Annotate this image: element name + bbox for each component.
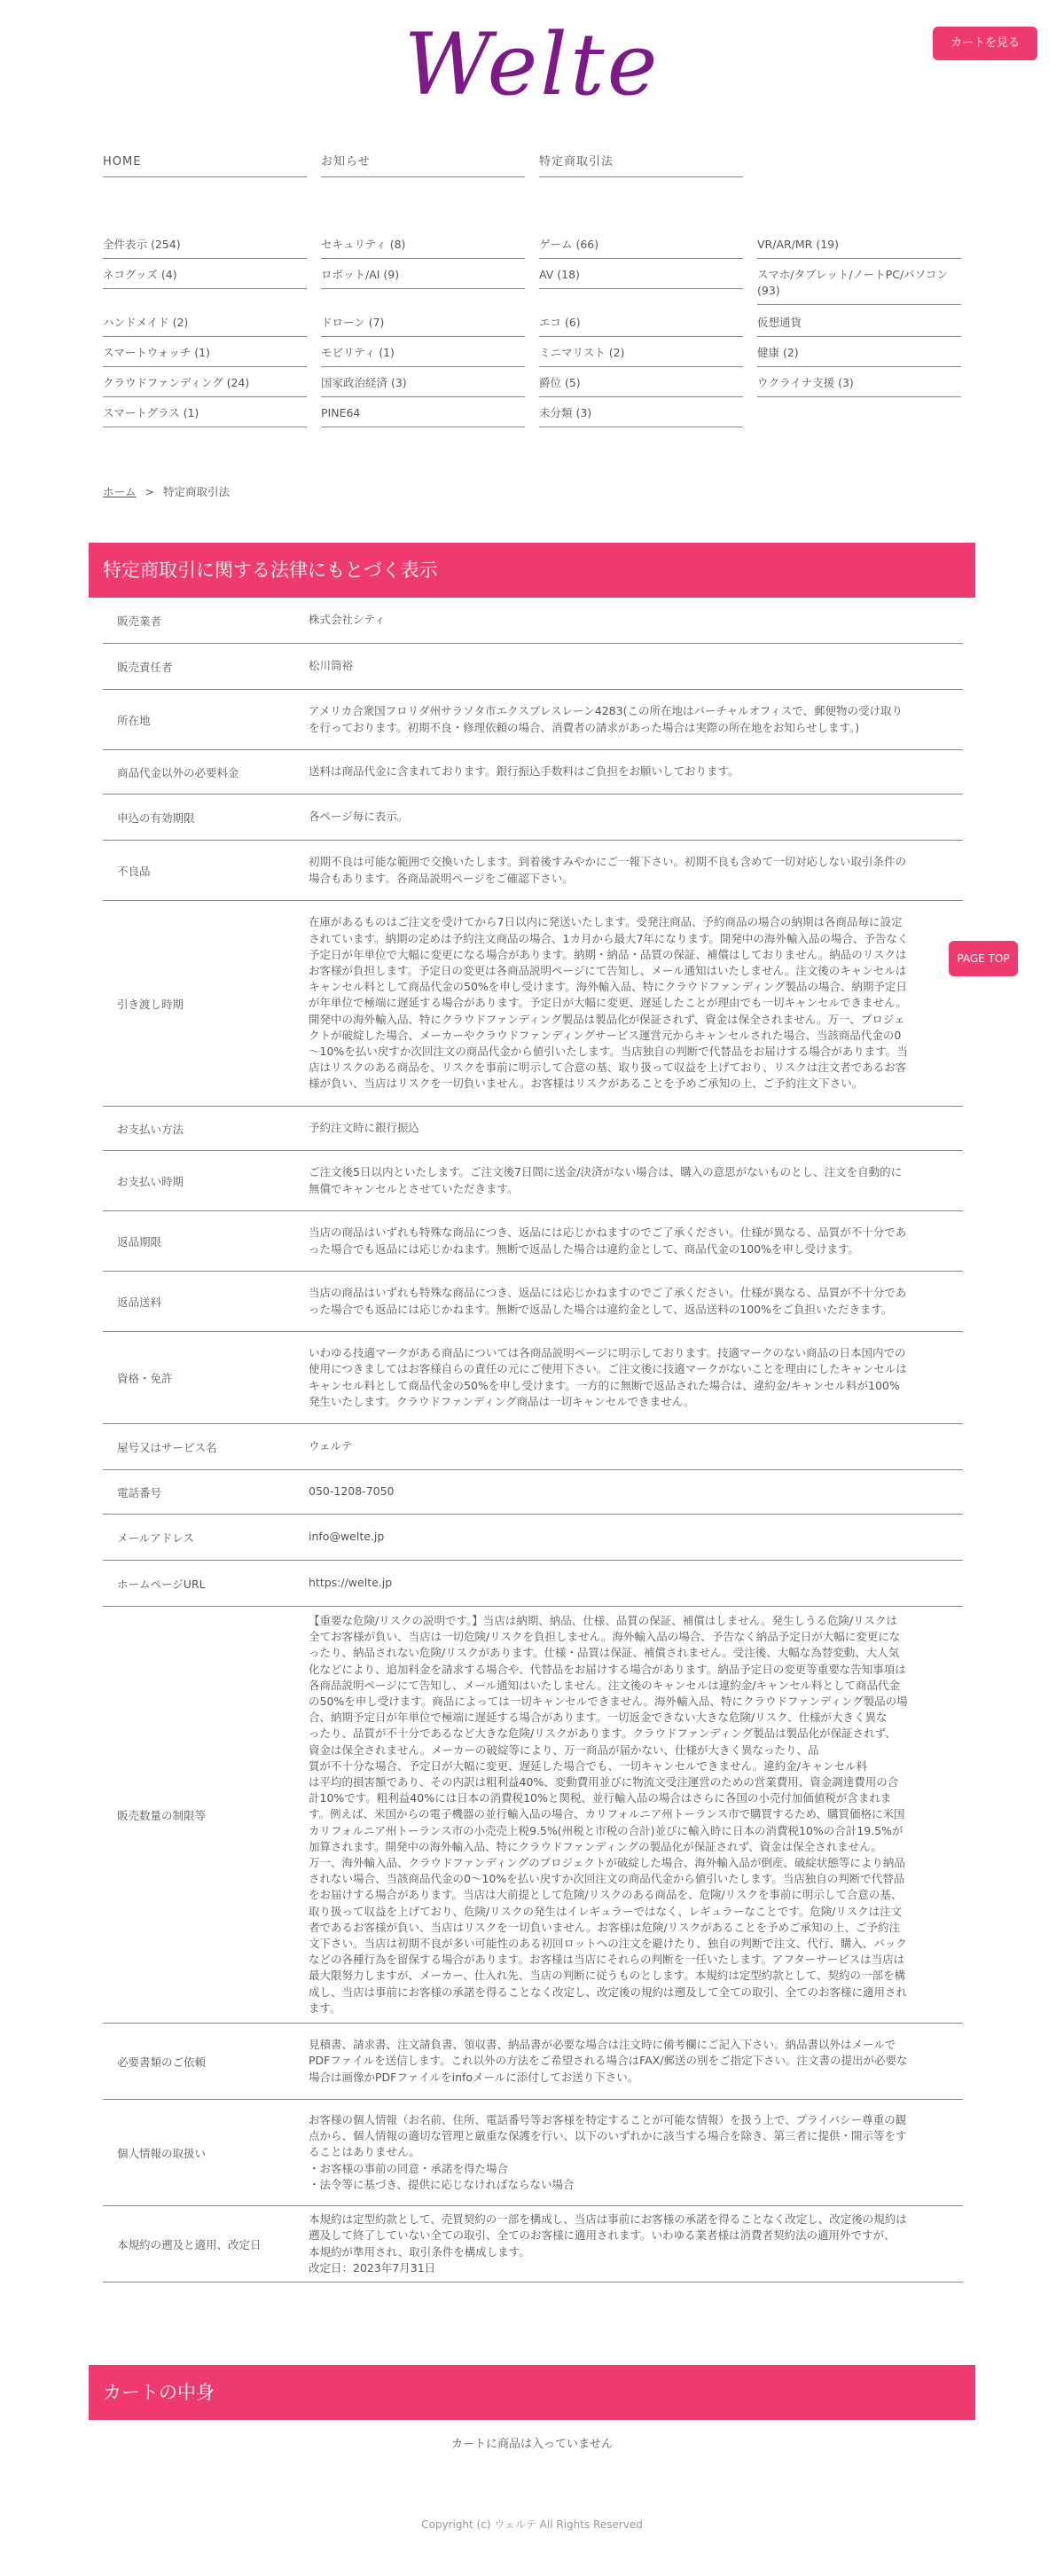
category-link[interactable]: ロボット/AI (9)	[321, 262, 525, 289]
law-section-title: 特定商取引に関する法律にもとづく表示	[89, 543, 975, 598]
law-row-label: お支払い方法	[117, 1122, 184, 1136]
law-row-label: 資格・免許	[117, 1371, 173, 1385]
category-link[interactable]: ウクライナ支援 (3)	[757, 371, 961, 397]
law-row-label: 返品期限	[117, 1234, 162, 1249]
category-link[interactable]: スマートウォッチ (1)	[103, 341, 307, 367]
nav-home[interactable]: HOME	[103, 149, 307, 177]
law-row-label: 所在地	[117, 713, 151, 727]
law-row-value: 送料は商品代金に含まれております。銀行振込手数料はご負担をお願いしております。	[309, 764, 739, 779]
category-link[interactable]: VR/AR/MR (19)	[757, 232, 961, 259]
category-link[interactable]: PINE64	[321, 401, 525, 427]
law-row-label: 返品送料	[117, 1295, 162, 1309]
law-row-value: 当店の商品はいずれも特殊な商品につき、返品には応じかねますのでご了承ください。仕様が異なる、品質が不十分であ った場合でも返品には応じかねます。無断で返品した場合は違約金として、返品送料の100%をご負担いただきます。	[309, 1286, 907, 1316]
breadcrumb-separator: >	[145, 485, 154, 498]
category-link[interactable]: ネコグッズ (4)	[103, 262, 307, 289]
category-link[interactable]: ゲーム (66)	[539, 232, 743, 259]
category-link[interactable]: エコ (6)	[539, 310, 743, 337]
law-row-label: ホームページURL	[117, 1577, 206, 1591]
cart-empty-message: カートに商品は入っていません	[450, 2438, 613, 2451]
law-row-label: 電話番号	[117, 1485, 162, 1499]
law-row-value: 【重要な危険/リスクの説明です。】当店は納期、納品、仕様、品質の保証、補償はしません。発生しうる危険/リスクは 全てお客様が負い、当店は一切危険/リスクを負担しません。海外輸入品の場合、予告なく納品予定日が大幅に変更にな ったり、納品されない危険/リスクがあります。仕様・品質は保証、補償されません。受注後、大幅な為替変動、大人気 化などにより、追加料金を請求する場合や、代替品をお届けする場合があります。納品予定日の変更等重要な告知事項は 各商品説明ページにて告知し、メール通知はいたしません。注文後のキャンセルは違約金/キャンセル料として商品代金 の50%を申し受けます。商品によっては一切キャンセルできません。海外輸入品、特にクラウドファンディング製品の場 合、納期予定日が年単位で極端に遅延する場合があります。一切返金できない大きな危険/リスク、仕様が大きく異な ったり、品質が不十分であるなど大きな危険/リスクがあります。クラウドファンディング製品は製品化が保証されず、 資金は保全されません。メーカーの破綻等により、万一商品が届かない、仕様が大きく異なったり、品 質が不十分な場合、予定日が大幅に変更、遅延した場合でも、一切キャンセルできません。違約金/キャンセル料 は平均的損害額であり、その内訳は粗利益40%、変動費用並びに物流文受注運営のための営業費用、資金調達費用の合 計10%です。粗利益40%には日本の消費税10%と関税、並行輸入品の場合はさらに各国の小売付加価値税が含まれま す。例えば、米国からの電子機器の並行輸入品の場合、カリフォルニア州トーランス市で購買するため、購買価格に米国 カリフォルニア州トーランス市の小売売上税9.5%(州税と市税の合計)並びに輸入時に日本の消費税10%の合計19.5%が 加算されます。開発中の海外輸入品、特にクラウドファンディングの製品化が保証されず、資金は保全されません。 万一、海外輸入品、クラウドファンディングのプロジェクトが破綻した場合、海外輸入品が倒産、破綻状態等により納品 されない場合、当該商品代金の0～10%を払い戻すか次回注文の商品代金から値引いたします。当店独自の判断で代替品 をお届けする場合があります。当店は大前提として危険/リスクのある商品を、危険/リスクを事前に明示して合意の基、 取り扱って収益を上げており、危険/リスクの発生はイレギュラーではなく、レギュラーなことです。危険/リスクは注文 者であるお客様が負い、当店はリスクを一切負いません。お客様は危険/リスクがあることを予めご承知の上、ご予約注 文下さい。当店は初期不良が多い可能性のある初回ロットへの注文を避けたり、独自の判断で注文、代行、購入、パック などの各種行為を留保する場合があります。お客様は当店にそれらの判断を一任いたします。アフターサービスは当店は 最大限努力しますが、メーカー、仕入れ先、当店の判断に従うものとします。本規約は定型約款として、契約の一部を構 成し、当店は事前にお客様の承諾を得ることなく改定し、改定後の規約は遡及して全ての取引、全てのお客様に適用され ます。	[309, 1613, 908, 2015]
law-row-value: お客様の個人情報（お名前、住所、電話番号等お客様を特定することが可能な情報）を扱う上で、プライバシー尊重の観 点から、個人情報の適切な管理と厳重な保護を行い、以下のいずれかに該当する場合を除き、第三者に提供・開示等をす ることはありません。 ・お客様の事前の同意・承諾を得た場合 ・法令等に基づき、提供に応じなければならない場合	[309, 2113, 907, 2191]
category-link[interactable]: モビリティ (1)	[321, 341, 525, 367]
category-link[interactable]: 未分類 (3)	[539, 401, 743, 427]
category-link[interactable]: 健康 (2)	[757, 341, 961, 367]
law-row-value: 各ページ毎に表示。	[309, 810, 409, 824]
law-row-label: 申込の有効期限	[117, 810, 195, 825]
category-link[interactable]: スマートグラス (1)	[103, 401, 307, 427]
category-link[interactable]: スマホ/タブレット/ノートPC/パソコン (93)	[757, 262, 961, 305]
law-row	[103, 598, 963, 644]
law-row-value: 松川筒裕	[309, 659, 354, 673]
law-row	[103, 690, 963, 750]
law-row-value: いわゆる技適マークがある商品については各商品説明ページに明示しております。技適マークのない商品の日本国内での 使用につきましてはお客様自らの責任の元にご使用下さい。ご注文後に技適マークがないことを理由にしたキャンセルは キャンセル料として商品代金の50%を申し受けます。一方的に無断で返品された場合は、違約金/キャンセル料が100% 発生いたします。クラウドファンディング商品は一切キャンセルできません。	[309, 1346, 907, 1408]
category-link[interactable]: セキュリティ (8)	[321, 232, 525, 259]
law-row-value: 本規約は定型約款として、売買契約の一部を構成し、当店は事前にお客様の承諾を得ることなく改定し、改定後の規約は 遡及して終了していない全ての取引、全てのお客様に適用されます。いわゆる業者様は消費者契約法の適用外ですが、 本規約が準用され、取引条件を構成します。 改定日：2023年7月31日	[309, 2212, 907, 2275]
law-row-label: 不良品	[117, 864, 151, 878]
law-table	[103, 598, 963, 2282]
law-row	[103, 1607, 963, 2024]
law-row-label: 必要書類のご依頼	[117, 2055, 207, 2069]
category-link[interactable]: 国家政治経済 (3)	[321, 371, 525, 397]
law-row	[103, 1151, 963, 1211]
category-link[interactable]: 全件表示 (254)	[103, 232, 307, 259]
law-row-value: 初期不良は可能な範囲で交換いたします。到着後すみやかにご一報下さい。初期不良も含めて一切対応しない取引条件の 場合もあります。各商品説明ページをご確認下さい。	[309, 855, 907, 885]
law-row	[103, 750, 963, 795]
law-row-value: 見積書、請求書、注文請負書、領収書、納品書が必要な場合は注文時に備考欄にご記入下さい。納品書以外はメールで PDFファイルを送信します。これ以外の方法をご希望される場合はFAX/郵送の別をご指定下さい。注文書の提出が必要な 場合は画像かPDFファイルをinfoメールに添付してお送り下さい。	[309, 2038, 908, 2084]
law-row-value: info@welte.jp	[309, 1530, 385, 1544]
law-row	[103, 644, 963, 690]
page-top-button[interactable]: PAGE TOP	[949, 941, 1018, 976]
law-row-label: 本規約の遡及と適用、改定日	[117, 2237, 262, 2251]
law-row-label: 販売責任者	[117, 660, 173, 674]
site-logo[interactable]: Welte	[403, 15, 661, 114]
law-row	[103, 1272, 963, 1332]
nav-news[interactable]: お知らせ	[321, 149, 525, 177]
copyright: Copyright (c) ウェルテ All Rights Reserved	[421, 2518, 643, 2531]
law-row-label: お支払い時期	[117, 1174, 184, 1188]
category-link[interactable]: AV (18)	[539, 262, 743, 289]
law-row-label: メールアドレス	[117, 1531, 194, 1545]
law-row-value: 株式会社シティ	[309, 613, 386, 627]
law-row	[103, 841, 963, 901]
law-row-label: 販売業者	[117, 614, 162, 628]
category-link[interactable]: 仮想通貨	[757, 310, 961, 337]
law-row	[103, 1332, 963, 1424]
law-row	[103, 1211, 963, 1272]
law-row-value: 050-1208-7050	[309, 1484, 395, 1499]
law-row-value: ご注文後5日以内といたします。ご注文後7日間に送金/決済がない場合は、購入の意思がないものとし、注文を自動的に 無償でキャンセルとさせていただきます。	[309, 1165, 903, 1195]
cart-section-title: カートの中身	[89, 2365, 975, 2420]
law-row-label: 引き渡し時期	[117, 997, 184, 1011]
law-row-value: 予約注文時に銀行振込	[309, 1121, 420, 1135]
breadcrumb-current: 特定商取引法	[163, 485, 231, 498]
law-row-value: ウェルテ	[309, 1439, 353, 1453]
category-link[interactable]: ドローン (7)	[321, 310, 525, 337]
law-row-value: アメリカ合衆国フロリダ州サラソタ市エクスプレスレーン4283(この所在地はバーチャルオフィスで、郵便物の受け取り を行っております。初期不良・修理依頼の場合、消費者の請求があった場合は実際の所在地をお知らせします。)	[309, 704, 903, 734]
law-row-label: 個人情報の取扱い	[117, 2146, 207, 2160]
category-link[interactable]: 爵位 (5)	[539, 371, 743, 397]
law-row	[103, 1515, 963, 1561]
view-cart-button[interactable]: カートを見る	[933, 27, 1037, 60]
law-row	[103, 1470, 963, 1515]
law-row-value: https://welte.jp	[309, 1576, 393, 1590]
breadcrumb	[103, 483, 230, 499]
breadcrumb-home-link[interactable]: ホーム	[103, 485, 137, 498]
category-link[interactable]: ミニマリスト (2)	[539, 341, 743, 367]
law-row	[103, 901, 963, 1107]
law-row	[103, 1107, 963, 1151]
law-row-label: 商品代金以外の必要料金	[117, 765, 239, 779]
law-row	[103, 2024, 963, 2100]
law-row-label: 販売数量の制限等	[117, 1808, 207, 1822]
law-row	[103, 2206, 963, 2282]
law-row	[103, 1424, 963, 1470]
law-row-value: 在庫があるものはご注文を受けてから7日以内に発送いたします。受発注商品、予約商品の場合の納期は各商品毎に設定 されています。納期の定めは予約注文商品の場合、1カ月から最大7年になります。開発中の海外輸入品の場合、予告なく 予定日が年単位で大幅に変更になる場合があります。納期・納品・品質の保証、補償はしておりません。納品のリスクは お客様が負担します。予定日の変更は各商品説明ページにて告知し、メール通知はいたしません。注文後のキャンセルは キャンセル料として商品代金の50%を申し受けます。海外輸入品、特にクラウドファンディング製品の場合、納期予定日 が年単位で極端に遅延する場合があります。予定日が大幅に変更、遅延したことが理由でも一切キャンセルできません。 開発中の海外輸入品、特にクラウドファンディング製品は製品化が保証されず、資金は保全されません。万一、プロジェ クトが破綻した場合、メーカーやクラウドファンディングサービス運営元からキャンセルされた場合、当該商品代金の0 ～10%を払い戻すか次回注文の商品代金から値引いたします。当店独自の判断で代替品をお届けする場合があります。当 店はリスクのある商品を、リスクを事前に明示して合意の基、取り扱って収益を上げており、リスクは注文者であるお客 様が負い、当店はリスクを一切負いません。お客様はリスクがあることを予めご承知の上、ご予約注文下さい。	[309, 915, 909, 1091]
nav-tokusho[interactable]: 特定商取引法	[539, 149, 743, 177]
law-row	[103, 795, 963, 841]
law-row	[103, 2100, 963, 2206]
law-row-label: 屋号又はサービス名	[117, 1440, 217, 1454]
law-row-value: 当店の商品はいずれも特殊な商品につき、返品には応じかねますのでご了承ください。仕様が異なる、品質が不十分であ った場合でも返品には応じかねます。無断で返品した場合は違約金として、商品代金の100%を申し受けます。	[309, 1225, 907, 1256]
category-link[interactable]: クラウドファンディング (24)	[103, 371, 307, 397]
category-link[interactable]: ハンドメイド (2)	[103, 310, 307, 337]
